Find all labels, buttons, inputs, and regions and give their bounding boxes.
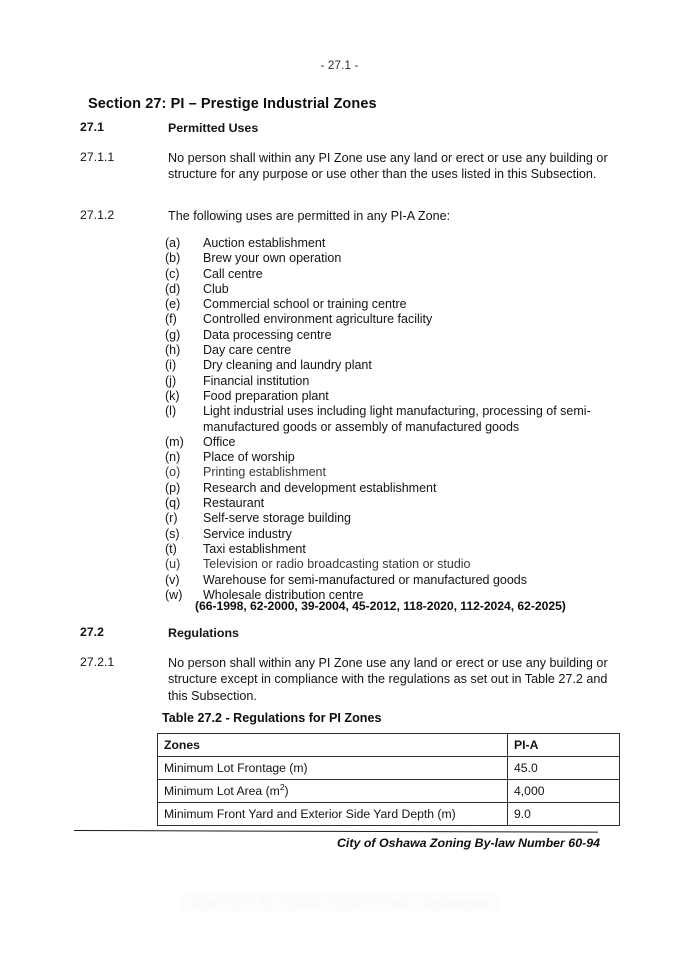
list-item-letter: (c): [165, 266, 180, 281]
list-item: [165, 267, 610, 282]
list-item-letter: (h): [165, 343, 181, 358]
list-item: [165, 389, 610, 404]
list-item-letter: (t): [165, 541, 177, 556]
table-header-zones: Zones: [158, 734, 508, 757]
clause-heading: Regulations: [168, 626, 239, 640]
list-item-label: Auction establishment: [203, 236, 326, 250]
list-item-label: Data processing centre: [203, 327, 332, 342]
list-item-letter: (g): [165, 327, 181, 342]
list-item-letter: (s): [165, 526, 180, 541]
list-item: [165, 573, 610, 588]
footer-text: City of Oshawa Zoning By-law Number 60-94: [336, 836, 600, 850]
clause-27-2-1: [80, 655, 610, 704]
permitted-use-list: [165, 236, 610, 603]
list-item: [165, 527, 610, 542]
footer-divider: [74, 830, 598, 833]
list-item-label: Club: [203, 281, 229, 296]
list-item: [165, 404, 610, 435]
list-item: [165, 450, 610, 465]
list-item-letter: (b): [165, 251, 181, 266]
table-row: [158, 780, 620, 803]
list-item: [165, 312, 610, 327]
list-item-label: Office: [203, 434, 236, 449]
list-item-letter: (i): [165, 358, 177, 373]
list-item-label: Printing establishment: [203, 465, 326, 480]
list-item-label: Financial institution: [203, 373, 310, 388]
list-item: [165, 542, 610, 557]
list-item-label: Television or radio broadcasting station or studio: [203, 557, 471, 572]
table-row: [158, 803, 620, 826]
list-item: [165, 374, 610, 389]
table-cell-label-main: Minimum Lot Area (m: [164, 783, 280, 798]
table-row: [158, 757, 620, 780]
table-cell-label: [158, 780, 508, 803]
list-item-letter: (p): [165, 480, 181, 495]
list-item-label: Day care centre: [203, 343, 292, 358]
table-cell-label-tail: ): [284, 783, 289, 798]
list-item-label: Dry cleaning and laundry plant: [203, 358, 372, 373]
table-caption: Table 27.2 - Regulations for PI Zones: [162, 711, 382, 725]
list-item-letter: (u): [165, 557, 181, 572]
list-item-letter: (l): [165, 404, 177, 419]
list-item-letter: (a): [165, 236, 181, 250]
list-item-letter: (n): [165, 450, 181, 465]
list-item-letter: (k): [165, 388, 180, 403]
list-item-letter: (v): [165, 572, 180, 587]
bylaw-amendment-references: (66-1998, 62-2000, 39-2004, 45-2012, 118-2020, 112-2024, 62-2025): [195, 599, 566, 613]
list-item: [165, 511, 610, 526]
list-item-label: Controlled environment agriculture facility: [203, 312, 433, 327]
list-item: [165, 343, 610, 358]
clause-text: No person shall within any PI Zone use any land or erect or use any building or structure for any purpose or use other than the uses listed in this Subsection.: [168, 151, 608, 182]
list-item-label: Warehouse for semi-manufactured or manufactured goods: [203, 572, 528, 587]
list-item-label: Place of worship: [203, 450, 295, 465]
clause-number: 27.2.1: [80, 655, 115, 669]
clause-number: 27.1.2: [80, 208, 115, 222]
list-item-label: Self-serve storage building: [203, 511, 351, 526]
list-item: [165, 282, 610, 297]
list-item: [165, 297, 610, 312]
list-item: [165, 328, 610, 343]
clause-number: 27.2: [80, 625, 104, 639]
list-item-label: Taxi establishment: [203, 541, 306, 556]
list-item-label: Call centre: [203, 266, 263, 281]
list-item: [165, 435, 610, 450]
clause-27-1: [80, 120, 610, 136]
clause-text: No person shall within any PI Zone use any land or erect or use any building or structure except in compliance with the regulations as set out in Table 27.2 and this Subsection.: [168, 656, 608, 703]
clause-number: 27.1: [80, 120, 104, 134]
list-item: [165, 251, 610, 266]
table-header-pi-a: PI-A: [508, 734, 620, 757]
list-item-label: Restaurant: [203, 496, 265, 511]
clause-27-2: [80, 625, 610, 641]
clause-27-1-1: [80, 150, 610, 183]
list-item-label: Food preparation plant: [203, 388, 329, 403]
table-cell-label: Minimum Front Yard and Exterior Side Yard Depth (m): [158, 803, 508, 826]
list-item-letter: (j): [165, 373, 177, 388]
list-item: [165, 481, 610, 496]
page-title: Section 27: PI – Prestige Industrial Zones: [88, 95, 377, 112]
clause-number: 27.1.1: [80, 150, 115, 164]
clause-27-1-2: [80, 208, 610, 224]
watermark: [0, 893, 679, 912]
list-item-letter: (w): [165, 587, 183, 602]
list-item-label: Brew your own operation: [203, 251, 342, 266]
list-item-letter: (d): [165, 281, 181, 296]
page-number: - 27.1 -: [320, 60, 359, 72]
table-cell-label: Minimum Lot Frontage (m): [158, 757, 508, 780]
list-item-letter: (m): [165, 434, 184, 449]
table-cell-value: 4,000: [508, 780, 620, 803]
list-item-letter: (o): [165, 465, 181, 480]
superscript-2: 2: [279, 781, 285, 792]
list-item-letter: (f): [165, 312, 177, 327]
list-item-label: Service industry: [203, 526, 292, 541]
table-cell-value: 9.0: [508, 803, 620, 826]
list-item: [165, 236, 610, 251]
list-item: [165, 358, 610, 373]
list-item-label: Light industrial uses including light manufacturing, processing of semi-manufactured goods or assembly of manufactured goods: [203, 404, 591, 434]
list-item-label: Research and development establishment: [203, 480, 437, 495]
list-item-letter: (e): [165, 297, 181, 312]
list-item: [165, 557, 610, 572]
list-item-letter: (q): [165, 496, 181, 511]
table-header-row: [158, 734, 620, 757]
clause-text: The following uses are permitted in any PI-A Zone:: [168, 209, 451, 223]
regulations-table: [157, 733, 620, 826]
list-item-label: Commercial school or training centre: [203, 297, 407, 312]
table-cell-value: 45.0: [508, 757, 620, 780]
list-item: [165, 496, 610, 511]
watermark-label: CENTURY 21 REGAL REALTY INC., Brokerage: [179, 893, 499, 912]
clause-heading: Permitted Uses: [168, 121, 259, 135]
list-item-label: Wholesale distribution centre: [203, 587, 364, 602]
list-item-letter: (r): [165, 511, 178, 526]
list-item: [165, 465, 610, 480]
